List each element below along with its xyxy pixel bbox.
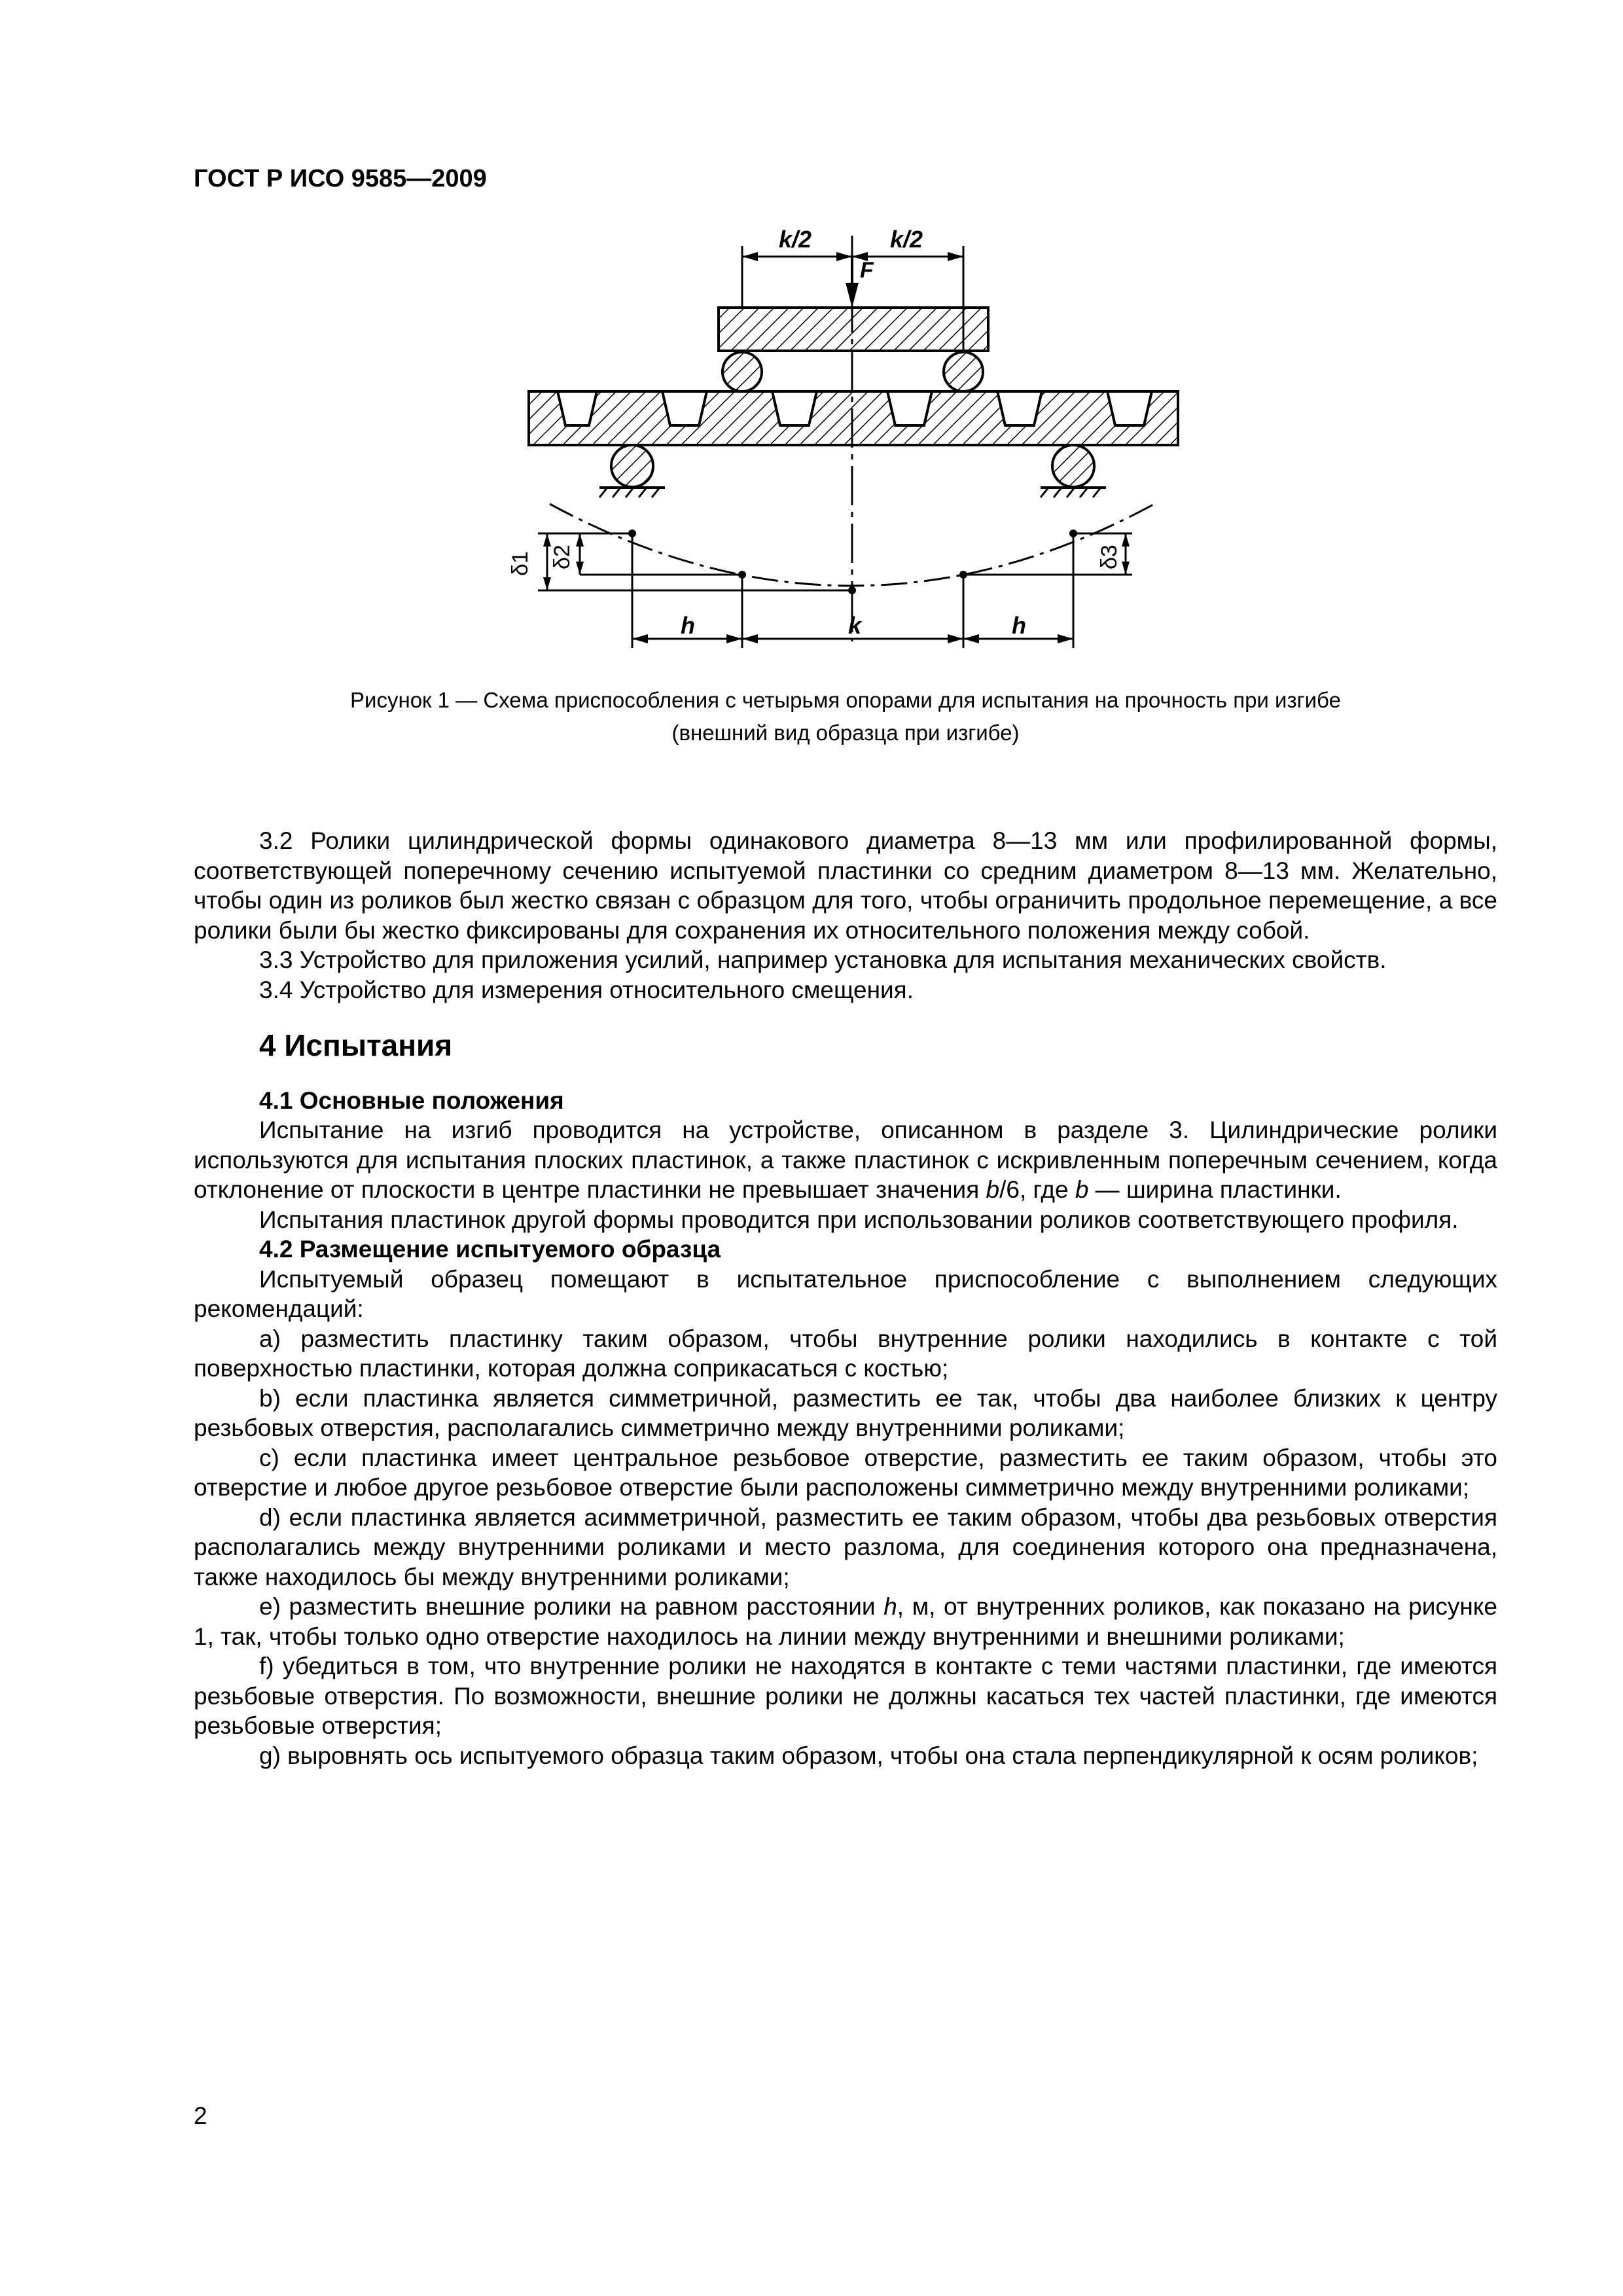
list-item-e-part-b: , м, от внутренних роликов, как показано на рисунке 1, так, чтобы только одно отверстие находилось на линии между внутренними и внешними роликами; [194,1593,1497,1650]
figure-caption [194,684,1497,749]
section-4-title: 4 Испытания [259,1028,453,1062]
list-item-e-part-a: е) разместить внешние ролики на равном расстоянии [259,1593,884,1620]
page-number: 2 [194,2102,207,2129]
label-h-right: h [1012,612,1026,639]
paragraph-3-2: 3.2 Ролики цилиндрической формы одинакового диаметра 8—13 мм или профилированной формы, соответствующей поперечному сечению испытуемой пластинки со средним диаметром 8—13 мм. Желательно, чтобы один из роликов был жестко связан с образцом для того, чтобы ограничить продольное перемещение, а все ролики были бы жестко фиксированы для сохранения их относительного положения между собой. [194,827,1497,944]
label-force: F [860,258,874,283]
paragraph-3-3: 3.3 Устройство для приложения усилий, например установка для испытания механических свойств. [259,946,1387,973]
label-half-k-right: k/2 [890,226,923,253]
loading-block [719,308,988,351]
paragraph-4-1-1-part-a: Испытание на изгиб проводится на устройстве, описанном в разделе 3. Цилиндрические ролики используются для испытания плоских пластинок, а также пластинок с искривленным поперечным сечением, когда отклонение от плоскости в центре пластинки не превышает значения [194,1117,1497,1203]
paragraph-3-4: 3.4 Устройство для измерения относительного смещения. [259,976,914,1003]
document-body [194,826,1497,1770]
list-item-c: с) если пластинка имеет центральное резьбовое отверстие, разместить ее таким образом, чтобы это отверстие и любое другое резьбовое отверстие были расположены симметрично между внутренними роликами; [194,1444,1497,1501]
delta-dimension-lines [538,533,1132,590]
list-item-a: а) разместить пластинку таким образом, чтобы внутренние ролики находились в контакте с той поверхностью пластинки, которая должна соприкасаться с костью; [194,1325,1497,1382]
paragraph-4-2-intro: Испытуемый образец помещают в испытательное приспособление с выполнением следующих рекомендаций: [194,1265,1497,1322]
figure-caption-line1: Рисунок 1 — Схема приспособления с четырьмя опорами для испытания на прочность при изгибе [350,688,1341,712]
label-k: k [848,612,862,639]
document-header: ГОСТ Р ИСО 9585—2009 [194,165,487,192]
list-item-g: g) выровнять ось испытуемого образца таким образом, чтобы она стала перпендикулярной к осям роликов; [259,1742,1478,1769]
section-4-heading [194,1005,1497,1086]
variable-b: b [1075,1176,1089,1203]
paragraph-4-1-1 [194,1115,1497,1205]
label-delta1: δ1 [508,551,533,576]
variable-b: b [986,1176,1000,1203]
subsection-4-2-heading: 4.2 Размещение испытуемого образца [259,1236,721,1263]
label-half-k-left: k/2 [779,226,812,253]
paragraph-4-1-1-part-b: /6, где [999,1176,1075,1203]
list-item-f: f) убедиться в том, что внутренние ролики не находятся в контакте с теми частями пластинки, где имеются резьбовые отверстия. По возможности, внешние ролики не должны касаться тех частей пластинки, где имеются резьбовые отверстия; [194,1653,1497,1739]
label-h-left: h [681,612,695,639]
paragraph-4-1-2: Испытания пластинок другой формы проводится при использовании роликов соответствующего профиля. [259,1206,1459,1233]
list-item-e [194,1592,1497,1651]
four-point-bending-fixture-diagram [0,0,1623,772]
subsection-4-1-heading: 4.1 Основные положения [259,1086,564,1114]
label-delta3: δ3 [1097,545,1122,569]
variable-h: h [883,1593,897,1620]
label-delta2: δ2 [550,545,575,569]
list-item-b: b) если пластинка является симметричной, разместить ее так, чтобы два наиболее близких к центру резьбовых отверстия, располагались симметрично между внутренними роликами; [194,1384,1497,1441]
paragraph-4-1-1-part-c: — ширина пластинки. [1088,1176,1342,1203]
force-arrow [846,257,859,308]
figure-caption-line2: (внешний вид образца при изгибе) [671,721,1020,745]
bone-plate [529,391,1178,445]
list-item-d: d) если пластинка является асимметричной, разместить ее таким образом, чтобы два резьбовых отверстия располагались между внутренними роликами и место разлома, для соединения которого она предназначена, также находилось бы между внутренними роликами; [194,1503,1497,1590]
